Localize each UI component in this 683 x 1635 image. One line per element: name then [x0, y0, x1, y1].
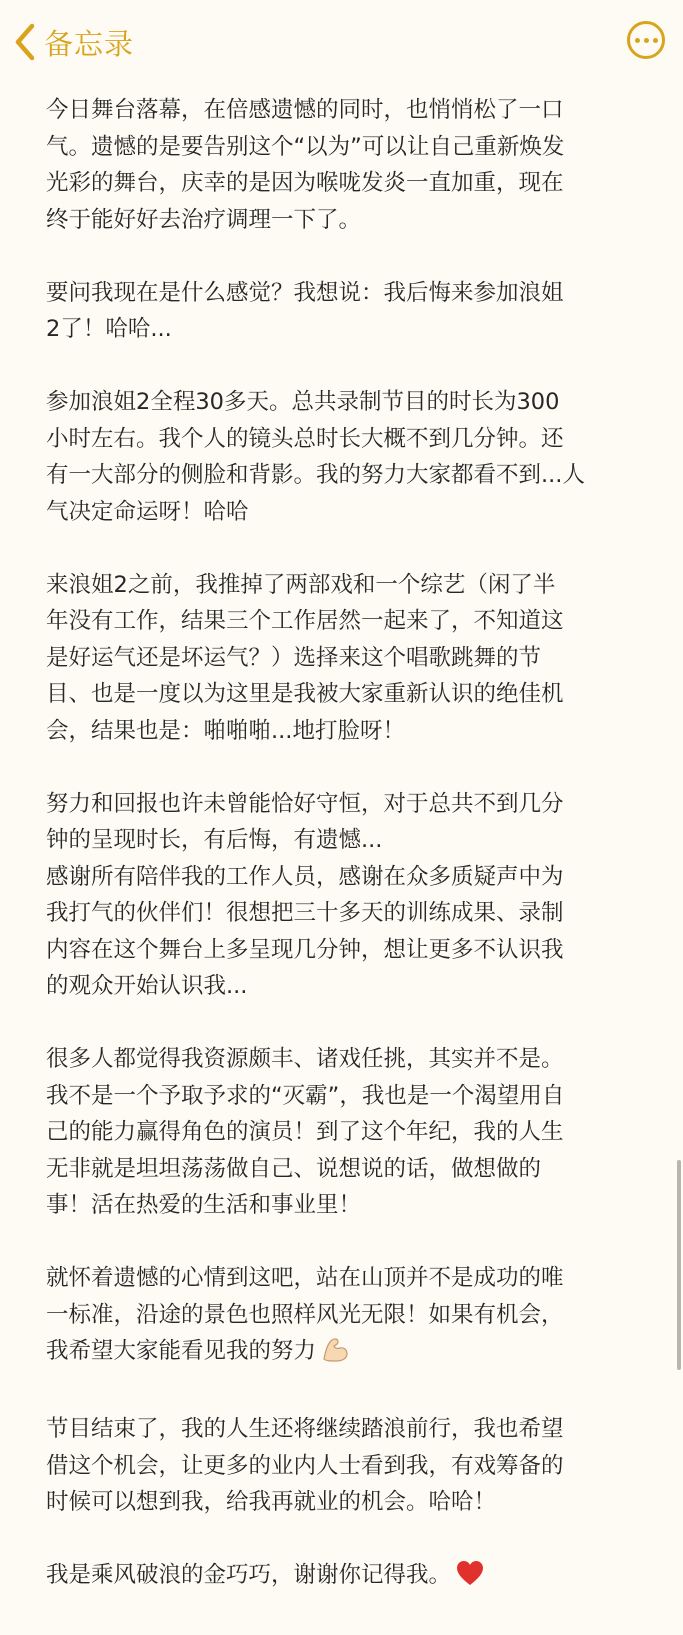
- note-line: 一标准，沿途的景色也照样风光无限！如果有机会，: [46, 1301, 564, 1328]
- note-line: 会，结果也是：啪啪啪...地打脸呀！: [46, 717, 405, 744]
- note-paragraph: [46, 1411, 642, 1521]
- note-line: 光彩的舞台，庆幸的是因为喉咙发炎一直加重，现在: [46, 170, 564, 196]
- note-paragraph: [46, 1557, 642, 1599]
- note-line: 我希望大家能看见我的努力: [46, 1333, 642, 1375]
- note-line: 我打气的伙伴们！很想把三十多天的训练成果、录制: [46, 900, 564, 926]
- note-line: 无非就是坦坦荡荡做自己、说想说的话，做想做的: [46, 1155, 542, 1182]
- chevron-left-icon: [12, 22, 38, 62]
- note-line: 努力和回报也许未曾能恰好守恒，对于总共不到几分: [46, 790, 564, 817]
- navigation-bar: [0, 0, 683, 84]
- note-line: 2了！哈哈...: [46, 316, 172, 342]
- note-line: 很多人都觉得我资源颇丰、诸戏任挑，其实并不是。: [46, 1046, 564, 1072]
- note-paragraph: [46, 384, 642, 530]
- note-line: 终于能好好去治疗调理一下了。: [46, 206, 362, 233]
- note-body[interactable]: [46, 92, 642, 1635]
- note-line: 时候可以想到我，给我再就业的机会。哈哈！: [46, 1489, 497, 1515]
- note-line: 借这个机会，让更多的业内人士看到我，有戏筹备的: [46, 1452, 564, 1479]
- note-line: 己的能力赢得角色的演员！到了这个年纪，我的人生: [46, 1119, 564, 1145]
- note-line: 来浪姐2之前，我推掉了两部戏和一个综艺（闲了半: [46, 571, 556, 598]
- note-line: 今日舞台落幕，在倍感遗憾的同时，也悄悄松了一口: [46, 97, 564, 123]
- back-button[interactable]: [12, 20, 134, 64]
- note-line: 内容在这个舞台上多呈现几分钟，想让更多不认识我: [46, 936, 564, 963]
- note-line: 就怀着遗憾的心情到这吧，站在山顶并不是成功的唯: [46, 1265, 564, 1291]
- note-line: 气决定命运呀！哈哈: [46, 498, 249, 525]
- note-paragraph: [46, 1041, 642, 1224]
- note-line: 感谢所有陪伴我的工作人员，感谢在众多质疑声中为: [46, 863, 564, 890]
- back-label: 备忘录: [44, 26, 135, 61]
- note-line: 事！活在热爱的生活和事业里！: [46, 1192, 362, 1218]
- flexed-biceps-icon: [320, 1335, 350, 1375]
- note-line: 小时左右。我个人的镜头总时长大概不到几分钟。还: [46, 425, 564, 452]
- note-line: 目、也是一度以为这里是我被大家重新认识的绝佳机: [46, 681, 564, 707]
- note-line: 是好运气还是坏运气？）选择来这个唱歌跳舞的节: [46, 644, 542, 671]
- note-paragraph: [46, 92, 642, 238]
- note-paragraph: [46, 1260, 642, 1375]
- more-options-icon-dot: [653, 38, 658, 43]
- more-options-button[interactable]: [627, 21, 665, 59]
- note-line: 我是乘风破浪的金巧巧，谢谢你记得我。: [46, 1557, 642, 1599]
- scrollbar[interactable]: [677, 1160, 681, 1370]
- red-heart-icon: [455, 1559, 485, 1599]
- note-line: 钟的呈现时长，有后悔，有遗憾...: [46, 827, 383, 853]
- note-paragraph: [46, 786, 642, 1005]
- note-line: 参加浪姐2全程30多天。总共录制节目的时长为300: [46, 389, 560, 415]
- note-line: 有一大部分的侧脸和背影。我的努力大家都看不到...人: [46, 462, 585, 488]
- note-line: 气。遗憾的是要告别这个“以为”可以让自己重新焕发: [46, 133, 565, 160]
- note-line: 要问我现在是什么感觉？我想说：我后悔来参加浪姐: [46, 279, 564, 306]
- note-line: 的观众开始认识我...: [46, 973, 248, 999]
- note-line: 我不是一个予取予求的“灭霸”，我也是一个渴望用自: [46, 1082, 565, 1109]
- note-paragraph: [46, 275, 642, 348]
- note-line: 节目结束了，我的人生还将继续踏浪前行，我也希望: [46, 1416, 564, 1442]
- more-options-icon: [635, 38, 640, 43]
- note-line: 年没有工作，结果三个工作居然一起来了，不知道这: [46, 608, 564, 634]
- more-options-icon-dot: [644, 38, 649, 43]
- note-paragraph: [46, 567, 642, 750]
